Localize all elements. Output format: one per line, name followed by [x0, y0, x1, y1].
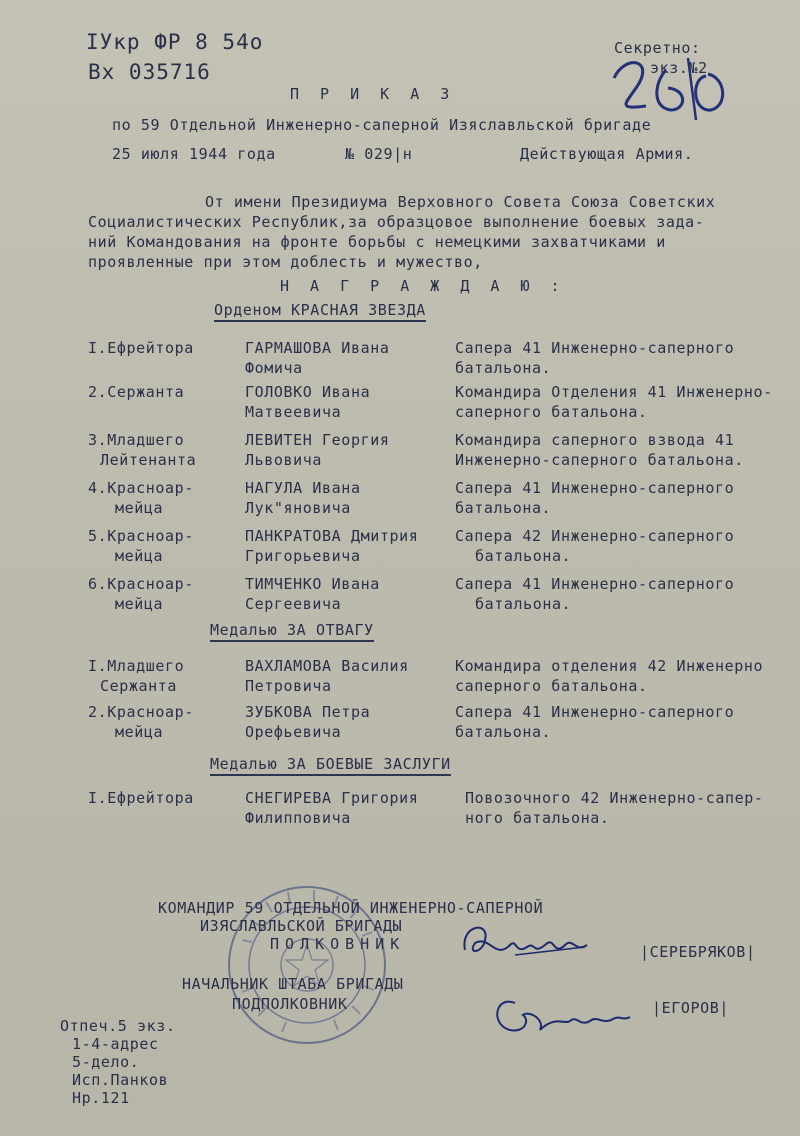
recipient-position: батальона.	[475, 595, 572, 613]
preamble-line: Социалистических Республик,за образцовое выполнение боевых зада-	[88, 213, 705, 231]
order-issuer: по 59 Отдельной Инженерно-саперной Изяславльской бригаде	[112, 116, 652, 134]
commander-rank: ПОЛКОВНИК	[270, 935, 406, 953]
commander-name: |СЕРЕБРЯКОВ|	[640, 943, 756, 961]
recipient-name: ГАРМАШОВА Ивана	[245, 339, 390, 357]
rank: І.Ефрейтора	[88, 789, 194, 807]
recipient-name: Фомича	[245, 359, 303, 377]
recipient-name: Матвеевича	[245, 403, 342, 421]
copy-mark: экз.№2	[650, 59, 708, 77]
executor-note: Исп.Панков	[72, 1071, 169, 1089]
recipient-name: Петровича	[245, 677, 332, 695]
recipient-name: Орефьевича	[245, 723, 342, 741]
rank: 3.Младшего	[88, 431, 185, 449]
recipient-name: ПАНКРАТОВА Дмитрия	[245, 527, 419, 545]
recipient-position: батальона.	[475, 547, 572, 565]
rank: мейца	[115, 499, 164, 517]
recipient-name: ТИМЧЕНКО Ивана	[245, 575, 380, 593]
section-title-bravery-medal: Медалью ЗА ОТВАГУ	[210, 622, 374, 642]
preamble-line: От имени Президиума Верховного Совета Союза Советских	[205, 193, 716, 211]
chief-of-staff-rank: ПОДПОЛКОВНИК	[232, 995, 348, 1013]
recipient-position: Сапера 41 Инженерно-саперного	[455, 479, 735, 497]
recipient-name: Григорьевича	[245, 547, 361, 565]
recipient-name: НАГУЛА Ивана	[245, 479, 361, 497]
secret-mark: Секретно:	[614, 39, 701, 57]
recipient-position: Сапера 41 Инженерно-саперного	[455, 703, 735, 721]
chief-of-staff-name: |ЕГОРОВ|	[652, 999, 730, 1017]
recipient-position: ного батальона.	[465, 809, 610, 827]
rank: 2.Сержанта	[88, 383, 185, 401]
recipient-position: Повозочного 42 Инженерно-сапер-	[465, 789, 764, 807]
chief-of-staff-title: НАЧАЛЬНИК ШТАБА БРИГАДЫ	[182, 975, 404, 993]
chief-signature	[485, 985, 635, 1045]
copies-note: 5-дело.	[72, 1053, 140, 1071]
archive-code: ІУкр ФР 8 54о	[86, 30, 264, 54]
rank: Сержанта	[100, 677, 178, 695]
recipient-position: Командира Отделения 41 Инженерно-	[455, 383, 773, 401]
recipient-position: Сапера 41 Инженерно-саперного	[455, 575, 735, 593]
commander-signature	[455, 905, 595, 975]
order-number: № 029|н	[345, 145, 413, 163]
incoming-number: Вх 035716	[88, 60, 211, 84]
preamble-line: проявленные при этом доблесть и мужество,	[88, 253, 483, 271]
recipient-name: Львовича	[245, 451, 323, 469]
recipient-name: ГОЛОВКО Ивана	[245, 383, 371, 401]
recipient-position: саперного батальона.	[455, 403, 648, 421]
recipient-position: батальона.	[455, 499, 552, 517]
rank: мейца	[115, 595, 164, 613]
copies-note: Отпеч.5 экз.	[60, 1017, 176, 1035]
order-place: Действующая Армия.	[520, 145, 694, 163]
recipient-position: Командира саперного взвода 41	[455, 431, 735, 449]
order-date: 25 июля 1944 года	[112, 145, 276, 163]
commander-title-line: КОМАНДИР 59 ОТДЕЛЬНОЙ ИНЖЕНЕРНО-САПЕРНОЙ	[158, 899, 544, 917]
recipient-position: батальона.	[455, 723, 552, 741]
recipient-position: Сапера 41 Инженерно-саперного	[455, 339, 735, 357]
rank: 6.Красноар-	[88, 575, 194, 593]
recipient-position: Командира отделения 42 Инженерно	[455, 657, 764, 675]
rank: І.Младшего	[88, 657, 185, 675]
typist-note: Нр.121	[72, 1089, 130, 1107]
recipient-name: ЛЕВИТЕН Георгия	[245, 431, 390, 449]
document-title: П Р И К А З	[290, 85, 456, 103]
rank: мейца	[115, 547, 164, 565]
rank: 2.Красноар-	[88, 703, 194, 721]
recipient-position: саперного батальона.	[455, 677, 648, 695]
recipient-name: ВАХЛАМОВА Василия	[245, 657, 409, 675]
rank: 5.Красноар-	[88, 527, 194, 545]
rank: І.Ефрейтора	[88, 339, 194, 357]
copies-note: 1-4-адрес	[72, 1035, 159, 1053]
award-heading: Н А Г Р А Ж Д А Ю :	[280, 277, 566, 295]
rank: 4.Красноар-	[88, 479, 194, 497]
rank: Лейтенанта	[100, 451, 197, 469]
recipient-name: Сергеевича	[245, 595, 342, 613]
recipient-position: Инженерно-саперного батальона.	[455, 451, 744, 469]
recipient-name: ЗУБКОВА Петра	[245, 703, 371, 721]
recipient-name: СНЕГИРЕВА Григория	[245, 789, 419, 807]
commander-title-line: ИЗЯСЛАВЛЬСКОЙ БРИГАДЫ	[200, 917, 403, 935]
recipient-name: Филипповича	[245, 809, 351, 827]
recipient-position: батальона.	[455, 359, 552, 377]
recipient-name: Лук"яновича	[245, 499, 351, 517]
recipient-position: Сапера 42 Инженерно-саперного	[455, 527, 735, 545]
section-title-red-star: Орденом КРАСНАЯ ЗВЕЗДА	[214, 302, 426, 322]
preamble-line: ний Командования на фронте борьбы с немецкими захватчиками и	[88, 233, 666, 251]
rank: мейца	[115, 723, 164, 741]
section-title-combat-service-medal: Медалью ЗА БОЕВЫЕ ЗАСЛУГИ	[210, 756, 451, 776]
